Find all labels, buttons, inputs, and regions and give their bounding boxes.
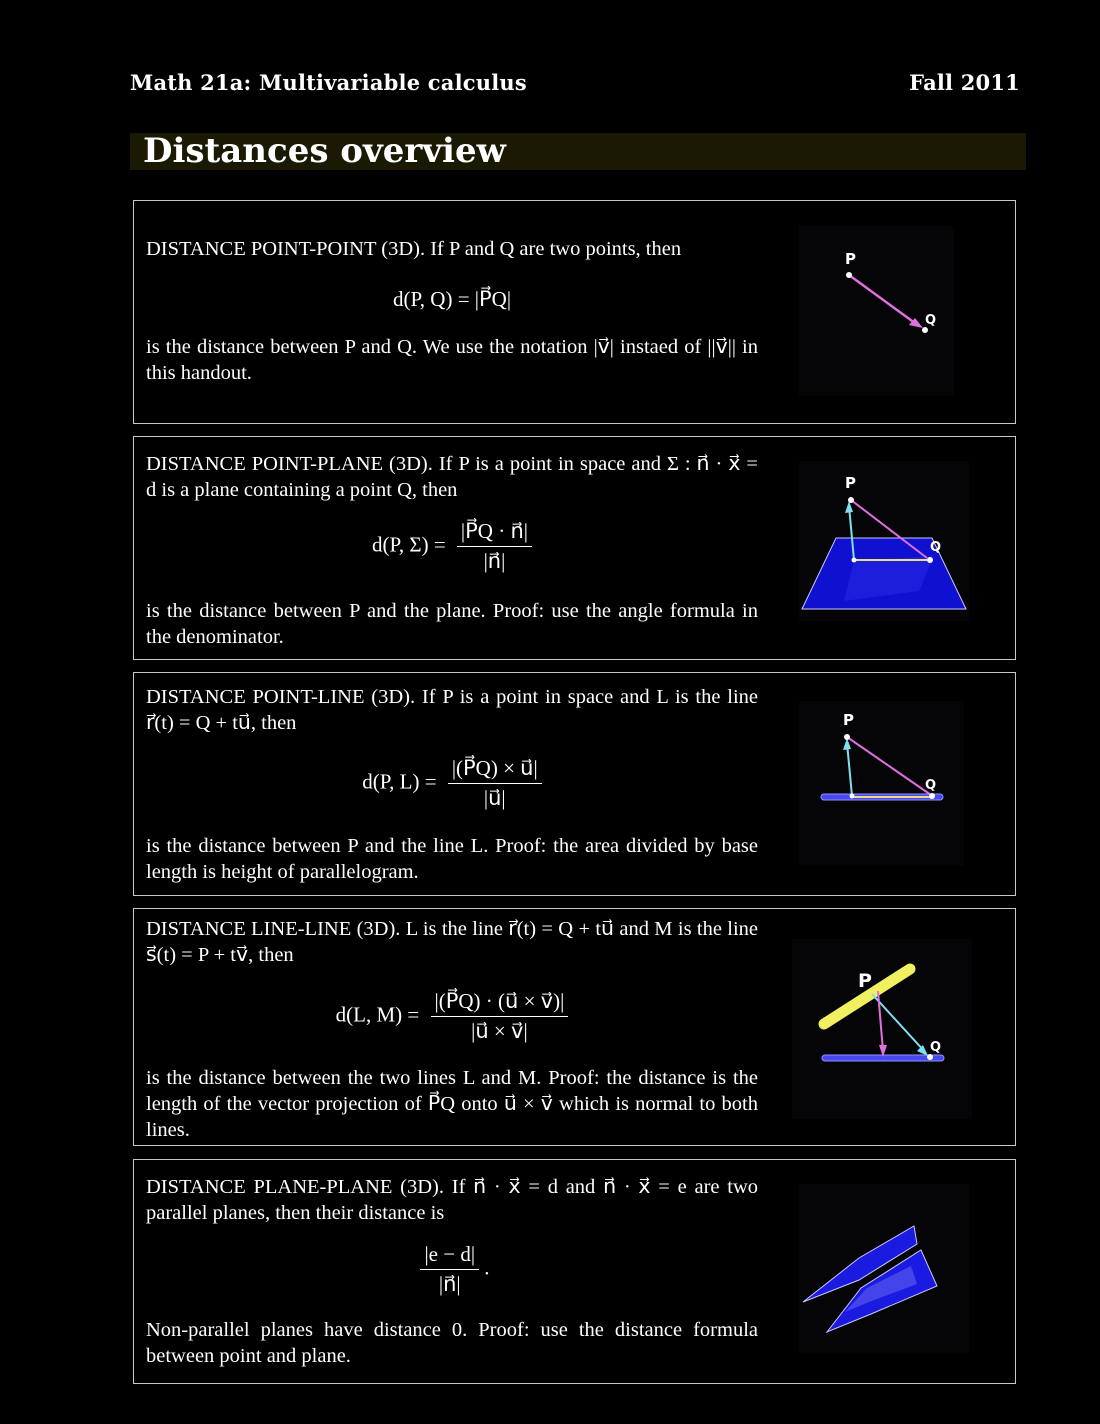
label-q: Q bbox=[930, 540, 942, 555]
formula bbox=[146, 519, 758, 574]
label-q: Q bbox=[925, 778, 937, 793]
formula-tail: . bbox=[484, 1255, 490, 1280]
label-p: P bbox=[845, 250, 856, 268]
section-line-line bbox=[133, 908, 1016, 1146]
section-heading: DISTANCE POINT-POINT (3D). If P and Q are two points, then bbox=[146, 238, 682, 260]
section-heading: DISTANCE LINE-LINE (3D). L is the line r⃗(t) = Q + tu⃗ and M is the line s⃗(t) = P + tv⃗, then bbox=[146, 918, 758, 966]
header-course: Math 21a: Multivariable calculus bbox=[130, 70, 527, 95]
numerator: |P⃗Q · n⃗| bbox=[457, 519, 532, 547]
label-q: Q bbox=[930, 1040, 942, 1055]
denominator: |n⃗| bbox=[483, 549, 506, 573]
section-point-point bbox=[133, 200, 1016, 424]
section-point-plane bbox=[133, 436, 1016, 660]
section-point-line bbox=[133, 672, 1016, 896]
label-p: P bbox=[843, 711, 854, 729]
formula-lhs: d(P, Σ) = bbox=[372, 532, 446, 557]
fraction bbox=[457, 519, 532, 574]
fraction bbox=[431, 989, 569, 1044]
label-p: P bbox=[858, 970, 872, 992]
point-line-figure bbox=[799, 701, 964, 866]
header-term: Fall 2011 bbox=[909, 70, 1020, 95]
point-point-figure bbox=[799, 226, 954, 396]
denominator: |n⃗| bbox=[438, 1272, 461, 1296]
section-body: Non-parallel planes have distance 0. Proof: use the distance formula between point and plane. bbox=[146, 1319, 758, 1367]
numerator: |(P⃗Q) · (u⃗ × v⃗)| bbox=[431, 989, 569, 1017]
fraction bbox=[448, 756, 542, 811]
fraction bbox=[420, 1242, 479, 1297]
numerator: |(P⃗Q) × u⃗| bbox=[448, 756, 542, 784]
formula bbox=[146, 756, 758, 811]
section-body: is the distance between P and the line L. Proof: the area divided by base length is height of parallelogram. bbox=[146, 835, 758, 883]
plane-plane-figure bbox=[799, 1184, 969, 1354]
section-body: is the distance between P and Q. We use the notation |v⃗| instaed of ||v⃗|| in this handout. bbox=[146, 336, 758, 384]
section-heading: DISTANCE POINT-PLANE (3D). If P is a point in space and Σ : n⃗ · x⃗ = d is a plane containing a point Q, then bbox=[146, 453, 758, 501]
formula: d(P, Q) = |P⃗Q| bbox=[392, 287, 512, 311]
formula-lhs: d(L, M) = bbox=[335, 1002, 420, 1027]
formula-lhs: d(P, L) = bbox=[362, 769, 437, 794]
section-heading: DISTANCE PLANE-PLANE (3D). If n⃗ · x⃗ = d and n⃗ · x⃗ = e are two parallel planes, then their distance is bbox=[146, 1176, 758, 1224]
formula bbox=[146, 1242, 758, 1297]
line-line-figure bbox=[792, 939, 972, 1119]
denominator: |u⃗| bbox=[483, 786, 506, 810]
label-p: P bbox=[845, 474, 856, 492]
section-body: is the distance between the two lines L and M. Proof: the distance is the length of the vector projection of P⃗Q onto u⃗ × v⃗ which is normal to both lines. bbox=[146, 1067, 758, 1141]
label-q: Q bbox=[925, 313, 937, 328]
section-plane-plane bbox=[133, 1159, 1016, 1384]
numerator: |e − d| bbox=[420, 1242, 479, 1270]
point-plane-figure bbox=[799, 461, 969, 621]
section-body: is the distance between P and the plane. Proof: use the angle formula in the denominator. bbox=[146, 600, 758, 648]
denominator: |u⃗ × v⃗| bbox=[471, 1019, 528, 1043]
page-title: Distances overview bbox=[143, 131, 506, 171]
section-heading: DISTANCE POINT-LINE (3D). If P is a point in space and L is the line r⃗(t) = Q + tu⃗, then bbox=[146, 686, 758, 734]
title-bar bbox=[130, 133, 1026, 170]
formula bbox=[146, 989, 758, 1044]
